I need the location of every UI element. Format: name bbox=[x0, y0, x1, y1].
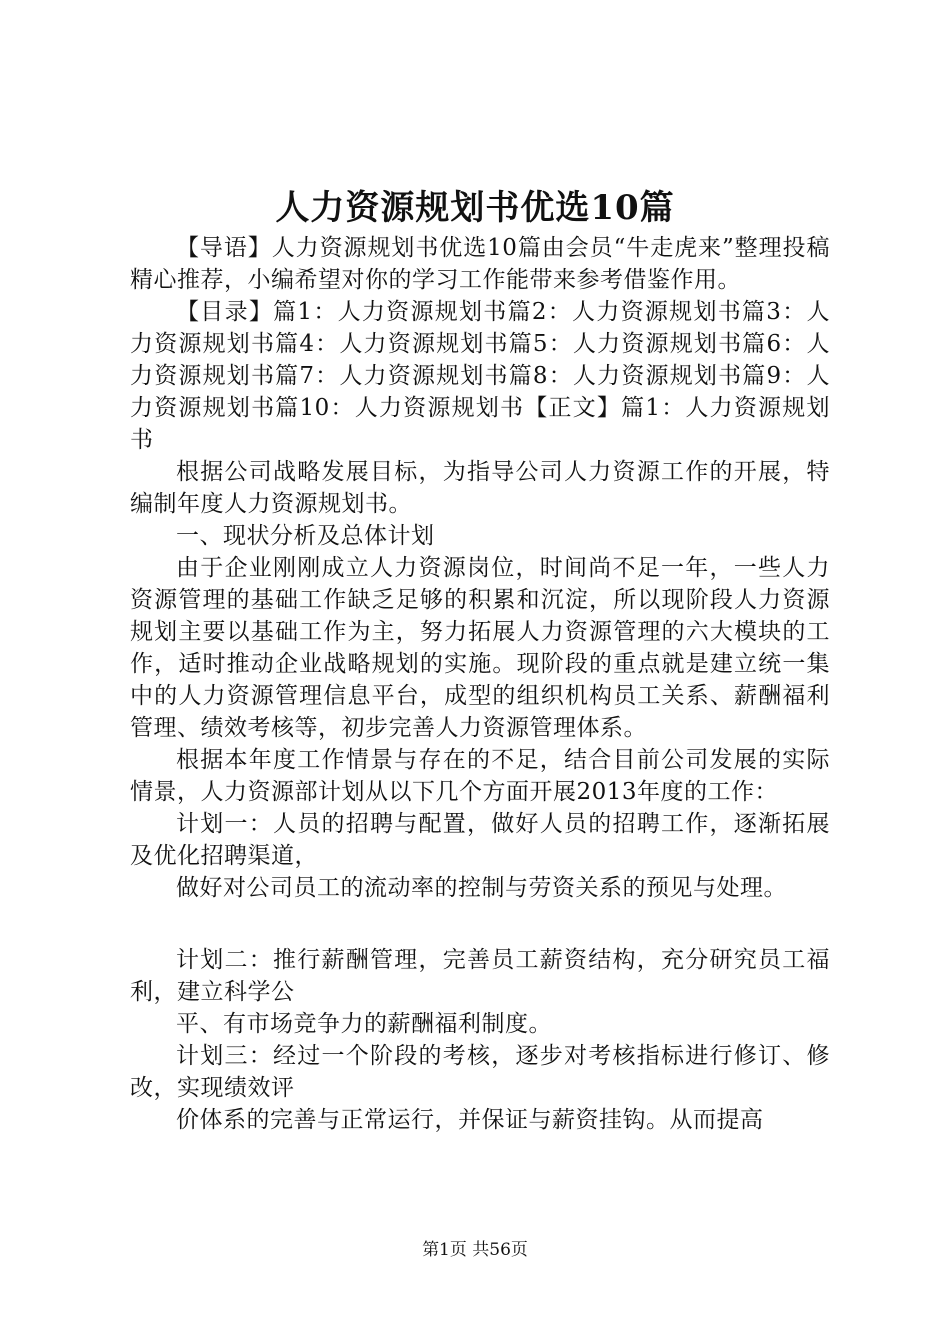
body-paragraph: 根据本年度工作情景与存在的不足，结合目前公司发展的实际情景，人力资源部计划从以下几个方面开展2013年度的工作： bbox=[130, 747, 830, 805]
plan-paragraph: 平、有市场竞争力的薪酬福利制度。 bbox=[176, 1011, 552, 1037]
plan-paragraph: 价体系的完善与正常运行，并保证与薪资挂钩。从而提高 bbox=[176, 1107, 764, 1133]
plan-paragraph: 计划二：推行薪酬管理，完善员工薪资结构，充分研究员工福利，建立科学公 bbox=[130, 947, 830, 1005]
plan-paragraph: 计划一：人员的招聘与配置，做好人员的招聘工作，逐渐拓展及优化招聘渠道， bbox=[130, 811, 830, 869]
plan-paragraph: 做好对公司员工的流动率的控制与劳资关系的预见与处理。 bbox=[176, 875, 787, 901]
document-body bbox=[130, 232, 830, 1136]
plan-paragraph: 计划三：经过一个阶段的考核，逐步对考核指标进行修订、修改，实现绩效评 bbox=[130, 1043, 830, 1101]
toc-paragraph: 【目录】篇1：人力资源规划书篇2：人力资源规划书篇3：人力资源规划书篇4：人力资源规划书篇5：人力资源规划书篇6：人力资源规划书篇7：人力资源规划书篇8：人力资源规划书篇9：人力资源规划书篇10：人力资源规划书【正文】篇1：人力资源规划书 bbox=[130, 299, 830, 453]
page-title: 人力资源规划书优选10篇 bbox=[275, 188, 675, 228]
body-paragraph: 根据公司战略发展目标，为指导公司人力资源工作的开展，特编制年度人力资源规划书。 bbox=[130, 459, 830, 517]
intro-paragraph: 【导语】人力资源规划书优选10篇由会员“牛走虎来”整理投稿精心推荐，小编希望对你的学习工作能带来参考借鉴作用。 bbox=[130, 235, 830, 293]
page-footer: 第1页 共56页 bbox=[422, 1240, 528, 1260]
body-paragraph: 由于企业刚刚成立人力资源岗位，时间尚不足一年，一些人力资源管理的基础工作缺乏足够的积累和沉淀，所以现阶段人力资源规划主要以基础工作为主，努力拓展人力资源管理的六大模块的工作，适时推动企业战略规划的实施。现阶段的重点就是建立统一集中的人力资源管理信息平台，成型的组织机构员工关系、薪酬福利管理、绩效考核等，初步完善人力资源管理体系。 bbox=[130, 555, 830, 741]
blank-line bbox=[130, 904, 830, 944]
section-heading: 一、现状分析及总体计划 bbox=[176, 523, 435, 549]
